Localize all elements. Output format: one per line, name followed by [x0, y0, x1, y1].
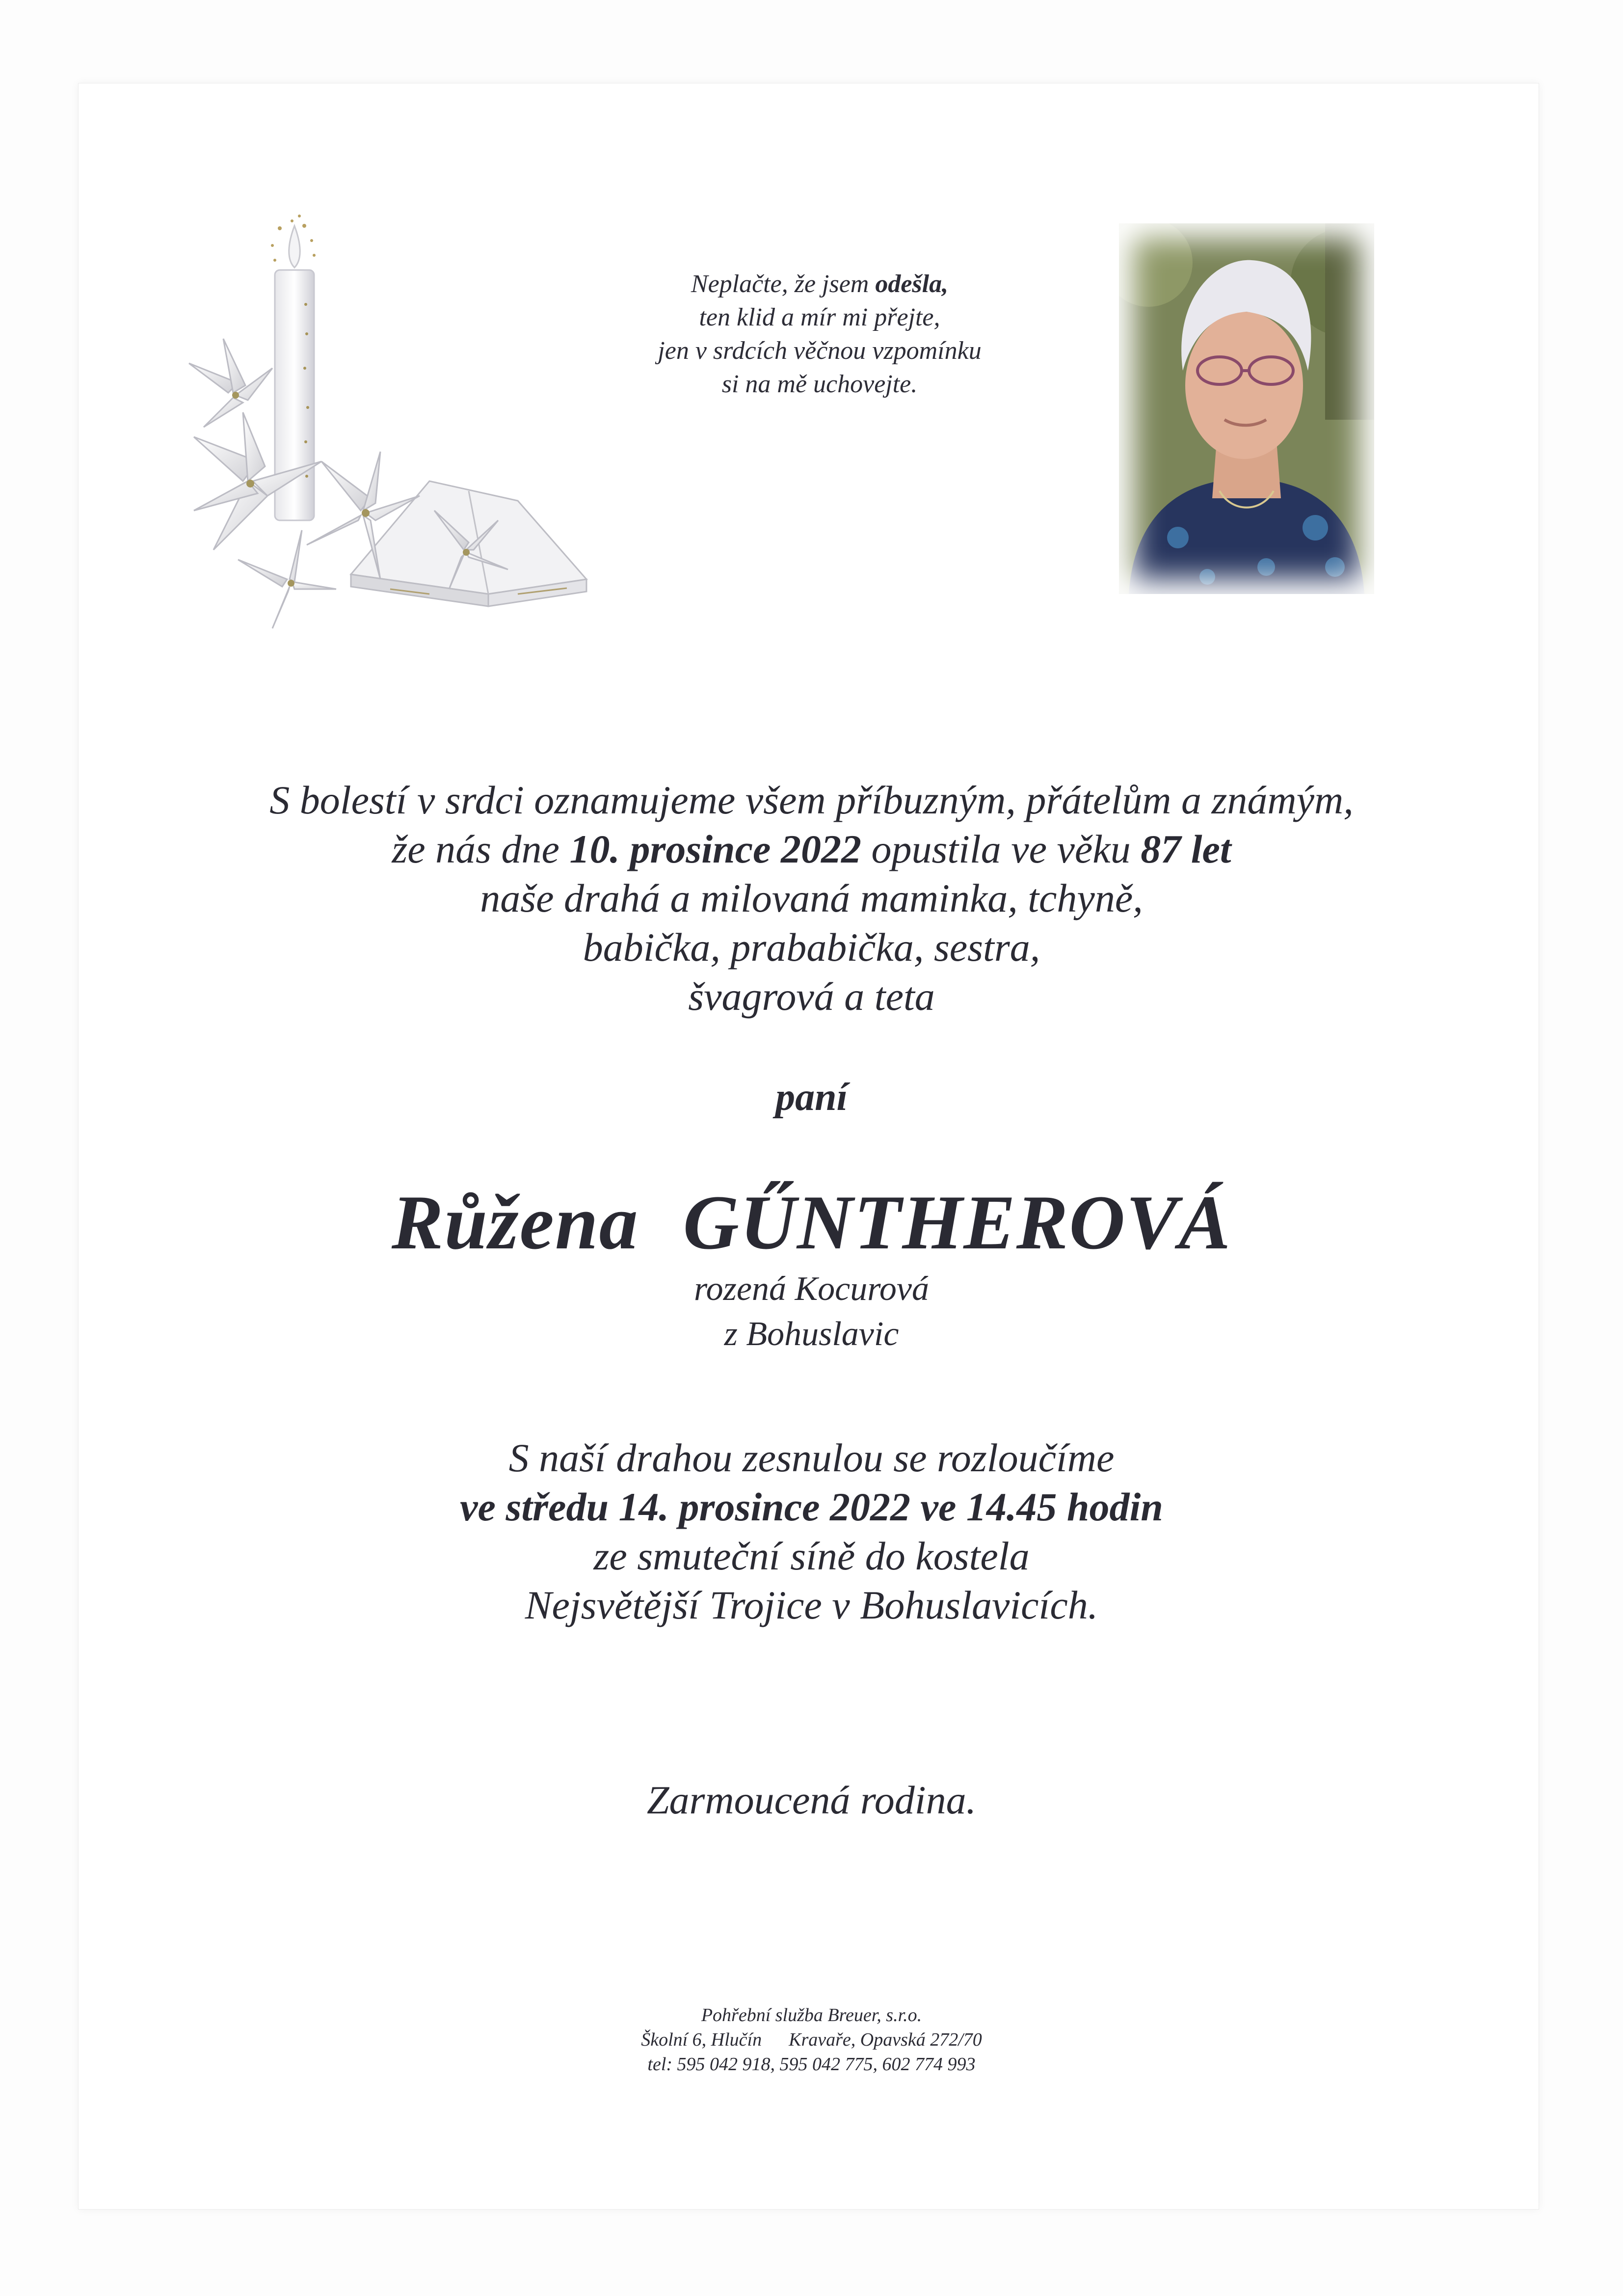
- announcement-text: [0, 776, 1623, 1021]
- announcement-line-5: švagrová a teta: [688, 974, 935, 1019]
- undertaker-name: Pohřební služba Breuer, s.r.o.: [701, 2005, 922, 2026]
- farewell-line-4: Nejsvětější Trojice v Bohuslavicích.: [525, 1583, 1098, 1627]
- undertaker-phones: tel: 595 042 918, 595 042 775, 602 774 993: [647, 2054, 976, 2075]
- farewell-line-1: S naší drahou zesnulou se rozloučíme: [508, 1435, 1115, 1480]
- poem-line-2: ten klid a mír mi přejte,: [699, 303, 940, 331]
- announcement-line-2: že nás dne 10. prosince 2022 opustila ve věku 87 let: [392, 827, 1231, 871]
- poem-line-3: jen v srdcích věčnou vzpomínku: [658, 337, 982, 365]
- birth-info: [0, 1267, 1623, 1357]
- age: 87 let: [1141, 827, 1231, 871]
- farewell-date-time: ve středu 14. prosince 2022 ve 14.45 hodin: [460, 1485, 1163, 1529]
- photo-vignette: [1119, 223, 1374, 594]
- deceased-name: [0, 1178, 1623, 1268]
- announcement-line-1: S bolestí v srdci oznamujeme všem příbuzným, přátelům a známým,: [269, 778, 1354, 822]
- poem-line-4: si na mě uchovejte.: [721, 370, 918, 398]
- candle-lilies-book-illustration: [174, 206, 606, 638]
- honorific-title: paní: [775, 1076, 848, 1119]
- memorial-poem: [555, 268, 1085, 401]
- announcement-line-3: naše drahá a milovaná maminka, tchyně,: [480, 876, 1143, 920]
- signature: Zarmoucená rodina.: [646, 1778, 977, 1822]
- first-name: Růžena: [391, 1180, 639, 1266]
- farewell-text: [0, 1433, 1623, 1630]
- farewell-line-3: ze smuteční síně do kostela: [593, 1534, 1030, 1578]
- poem-line-1: Neplačte, že jsem odešla,: [691, 270, 949, 298]
- maiden-name: rozená Kocurová: [694, 1270, 929, 1308]
- poem-line-1-emphasis: odešla,: [875, 270, 949, 298]
- portrait-photo: [1119, 223, 1374, 594]
- death-date: 10. prosince 2022: [569, 827, 861, 871]
- origin: z Bohuslavic: [724, 1315, 899, 1353]
- announcement-line-4: babička, prababička, sestra,: [583, 925, 1040, 970]
- undertaker-info: [0, 2003, 1623, 2077]
- last-name: GŰNTHEROVÁ: [683, 1180, 1232, 1266]
- undertaker-addresses: Školní 6, Hlučín Kravaře, Opavská 272/70: [641, 2029, 982, 2050]
